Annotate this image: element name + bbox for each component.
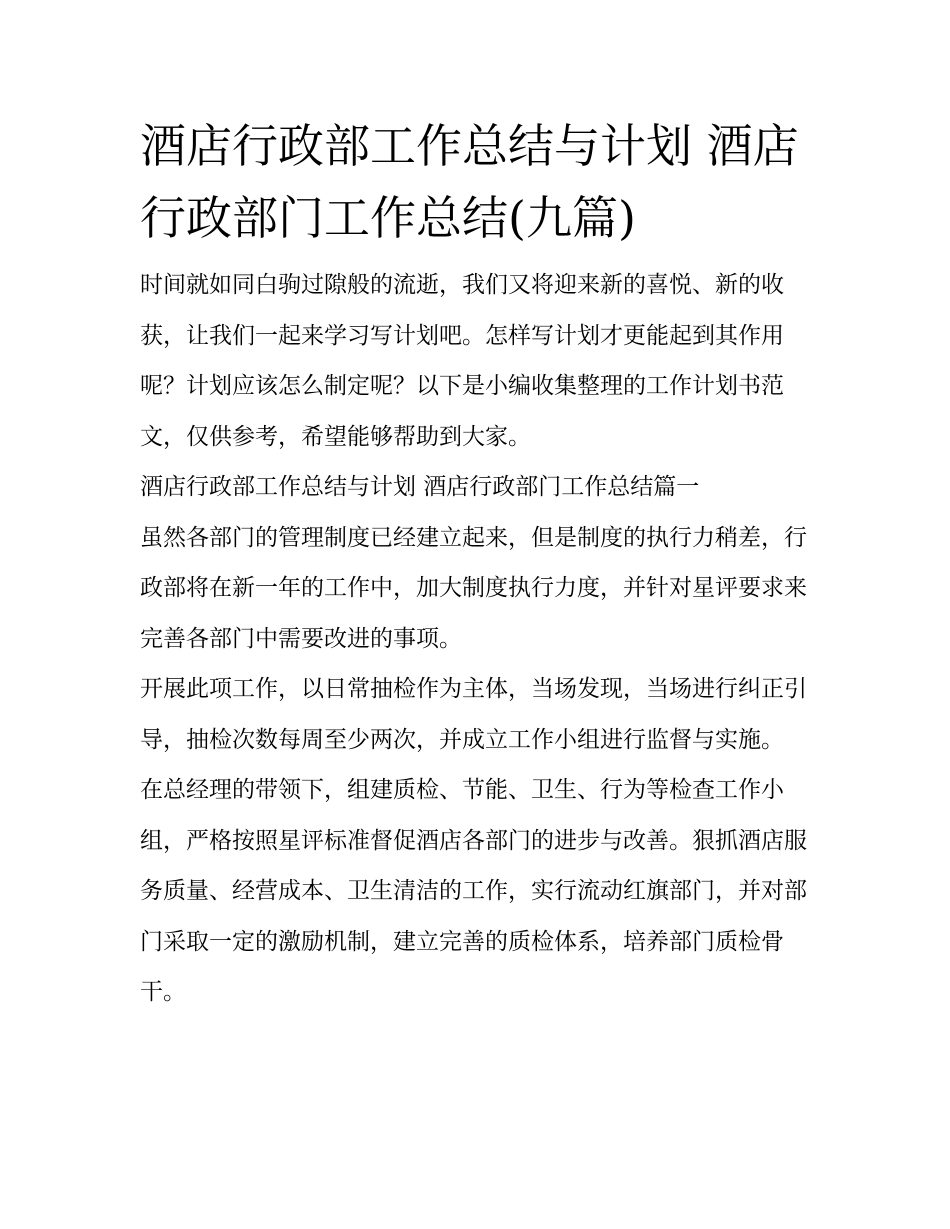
paragraph-spot-checks: 开展此项工作，以日常抽检作为主体，当场发现，当场进行纠正引导，抽检次数每周至少两次，并成立工作小组进行监督与实施。 [140, 676, 807, 753]
document-body [140, 260, 812, 1018]
paragraph-intro: 时间就如同白驹过隙般的流逝，我们又将迎来新的喜悦、新的收获，让我们一起来学习写计划吧。怎样写计划才更能起到其作用呢？计划应该怎么制定呢？以下是小编收集整理的工作计划书范文，仅供参考，希望能够帮助到大家。 [140, 272, 784, 450]
paragraph-management-system: 虽然各部门的管理制度已经建立起来，但是制度的执行力稍差，行政部将在新一年的工作中，加大制度执行力度，并针对星评要求来完善各部门中需要改进的事项。 [140, 524, 807, 652]
document-content [140, 110, 812, 1018]
document-title: 酒店行政部工作总结与计划 酒店行政部门工作总结(九篇) [140, 119, 799, 245]
paragraph-inspection-groups: 在总经理的带领下，组建质检、节能、卫生、行为等检查工作小组，严格按照星评标准督促酒店各部门的进步与改善。狠抓酒店服务质量、经营成本、卫生清洁的工作，实行流动红旗部门，并对部门采取一定的激励机制，建立完善的质检体系，培养部门质检骨干。 [140, 777, 807, 1005]
section-heading: 酒店行政部工作总结与计划 酒店行政部门工作总结篇一 [140, 474, 700, 500]
